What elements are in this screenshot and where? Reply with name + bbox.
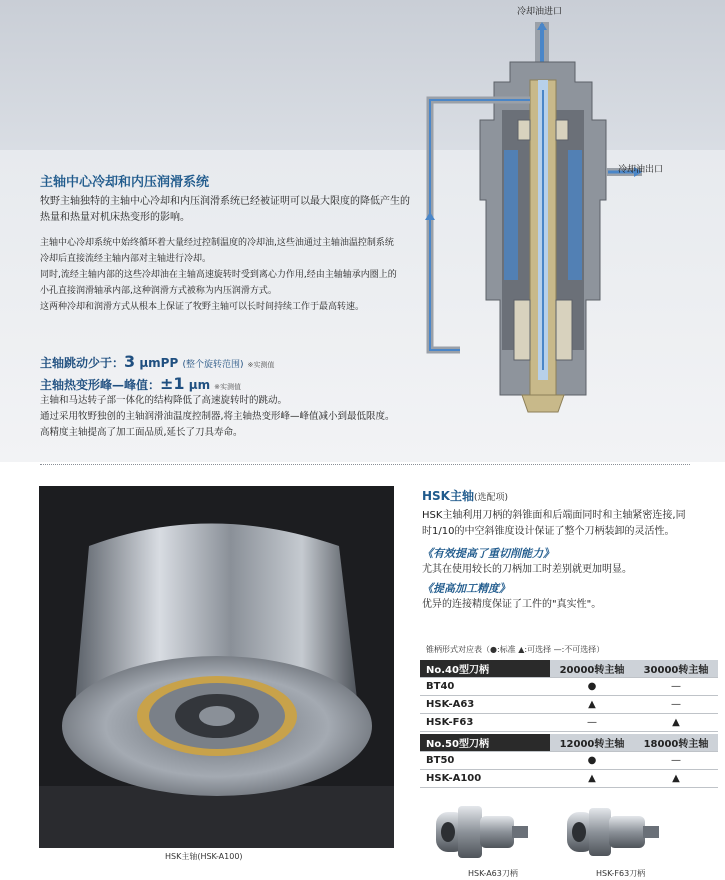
body-line-5: 这两种冷却和润滑方式从根本上保证了牧野主轴可以长时间持续工作于最高转速。 — [40, 302, 365, 312]
hsk-a63-holder-image — [432, 800, 532, 866]
table-row — [420, 696, 718, 714]
runout-note: ※实测值 — [247, 361, 275, 369]
hsk-sub-heading-1: 《有效提高了重切削能力》 — [422, 547, 554, 560]
intro-line-1: 牧野主轴独特的主轴中心冷却和内压润滑系统已经被证明可以最大限度的降低产生的 — [40, 196, 410, 207]
runout-unit: μmPP — [139, 356, 179, 370]
hsk-intro — [422, 508, 722, 540]
table-legend: 锥柄形式对应表（●:标准 ▲:可选择 —:不可选择） — [426, 645, 605, 654]
body-line-3: 同时,流经主轴内部的这些冷却油在主轴高速旋转时受到离心力作用,经由主轴轴承内圈上的 — [40, 270, 397, 280]
header-col-1: 12000转主轴 — [550, 734, 634, 752]
body-line-1: 主轴中心冷却系统中始终循环着大量经过控制温度的冷却油,这些油通过主轴油温控制系统 — [40, 238, 394, 248]
thermal-unit: μm — [188, 378, 211, 392]
body-line-4: 小孔直接润滑轴承内部,这种润滑方式被称为内压润滑方式。 — [40, 286, 277, 296]
spindle-photo-illustration — [39, 486, 394, 848]
section-divider — [40, 464, 690, 465]
row-label: HSK-F63 — [420, 714, 550, 732]
row-col-2: — — [634, 678, 718, 696]
body2-line-3: 高精度主轴提高了加工面品质,延长了刀具寿命。 — [40, 427, 243, 438]
header-col-2: 30000转主轴 — [634, 660, 718, 678]
intro-line-2: 热量和热量对机床热变形的影响。 — [40, 212, 190, 223]
taper-table-no40 — [420, 660, 718, 732]
cooling-paragraph — [40, 235, 410, 315]
runout-spec — [40, 352, 274, 371]
coolant-inlet-label: 冷却油进口 — [517, 7, 563, 17]
hsk-sub-text-1: 尤其在使用较长的刀柄加工时差别就更加明显。 — [422, 564, 632, 575]
row-col-2: ▲ — [634, 770, 718, 788]
taper-table-no50 — [420, 734, 718, 788]
hsk-title-text: HSK主轴 — [422, 489, 474, 503]
row-col-1: — — [550, 714, 634, 732]
photo-caption: HSK主轴(HSK-A100) — [165, 852, 243, 861]
row-label: HSK-A63 — [420, 696, 550, 714]
row-col-2: ▲ — [634, 714, 718, 732]
thermal-note: ※实测值 — [214, 383, 241, 391]
bearing-bottom-left — [514, 300, 530, 360]
row-col-1: ● — [550, 752, 634, 770]
hsk-a63-caption: HSK-A63刀柄 — [468, 869, 518, 878]
runout-label: 主轴跳动少于： — [40, 356, 125, 370]
row-label: HSK-A100 — [420, 770, 550, 788]
header-label: No.50型刀柄 — [420, 734, 550, 752]
body2-line-2: 通过采用牧野独创的主轴润滑油温度控制器,将主轴热变形峰—峰值减小到最低限度。 — [40, 411, 395, 422]
section-title: 主轴中心冷却和内压润滑系统 — [40, 175, 210, 190]
header-label: No.40型刀柄 — [420, 660, 550, 678]
spindle-nose — [522, 395, 564, 412]
thermal-spec — [40, 374, 241, 393]
bearing-bottom-right — [556, 300, 572, 360]
header-col-2: 18000转主轴 — [634, 734, 718, 752]
table-row — [420, 752, 718, 770]
runout-value: 3 — [124, 352, 136, 371]
hsk-sub-heading-2: 《提高加工精度》 — [422, 582, 510, 595]
body-line-2: 冷却后直接流经主轴内部对主轴进行冷却。 — [40, 254, 212, 264]
hsk-f63-holder-image — [563, 800, 663, 866]
header-col-1: 20000转主轴 — [550, 660, 634, 678]
intro-paragraph — [40, 194, 410, 226]
hsk-intro-line-1: HSK主轴利用刀柄的斜锥面和后端面同时和主轴紧密连接,同 — [422, 510, 686, 521]
stator-right — [568, 150, 582, 280]
runout-range: (整个旋转范围) — [182, 360, 244, 370]
spindle-cross-section-diagram — [410, 0, 650, 460]
coolant-outlet-label: 冷却油出口 — [618, 165, 664, 175]
row-col-1: ● — [550, 678, 634, 696]
table-row — [420, 678, 718, 696]
bearing-top-left — [518, 120, 530, 140]
row-col-2: — — [634, 752, 718, 770]
hsk-f63-caption: HSK-F63刀柄 — [596, 869, 646, 878]
drive-key — [199, 706, 235, 726]
row-col-2: — — [634, 696, 718, 714]
accuracy-paragraph — [40, 393, 420, 441]
hsk-title — [422, 487, 508, 504]
table-header-row — [420, 734, 718, 752]
hsk-option: (选配项) — [474, 493, 509, 503]
thermal-label: 主轴热变形峰—峰值： — [40, 378, 161, 392]
bearing-top-right — [556, 120, 568, 140]
row-label: BT40 — [420, 678, 550, 696]
hsk-sub-text-2: 优异的连接精度保证了工件的"真实性"。 — [422, 599, 602, 610]
table-row — [420, 770, 718, 788]
row-col-1: ▲ — [550, 770, 634, 788]
table-header-row — [420, 660, 718, 678]
row-label: BT50 — [420, 752, 550, 770]
row-col-1: ▲ — [550, 696, 634, 714]
stator-left — [504, 150, 518, 280]
table-row — [420, 714, 718, 732]
thermal-value: ±1 — [160, 374, 185, 393]
hsk-spindle-photo — [39, 486, 394, 848]
body2-line-1: 主轴和马达转子部一体化的结构降低了高速旋转时的跳动。 — [40, 395, 288, 406]
hsk-intro-line-2: 时1/10的中空斜锥度设计保证了整个刀柄装卸的灵活性。 — [422, 526, 675, 537]
